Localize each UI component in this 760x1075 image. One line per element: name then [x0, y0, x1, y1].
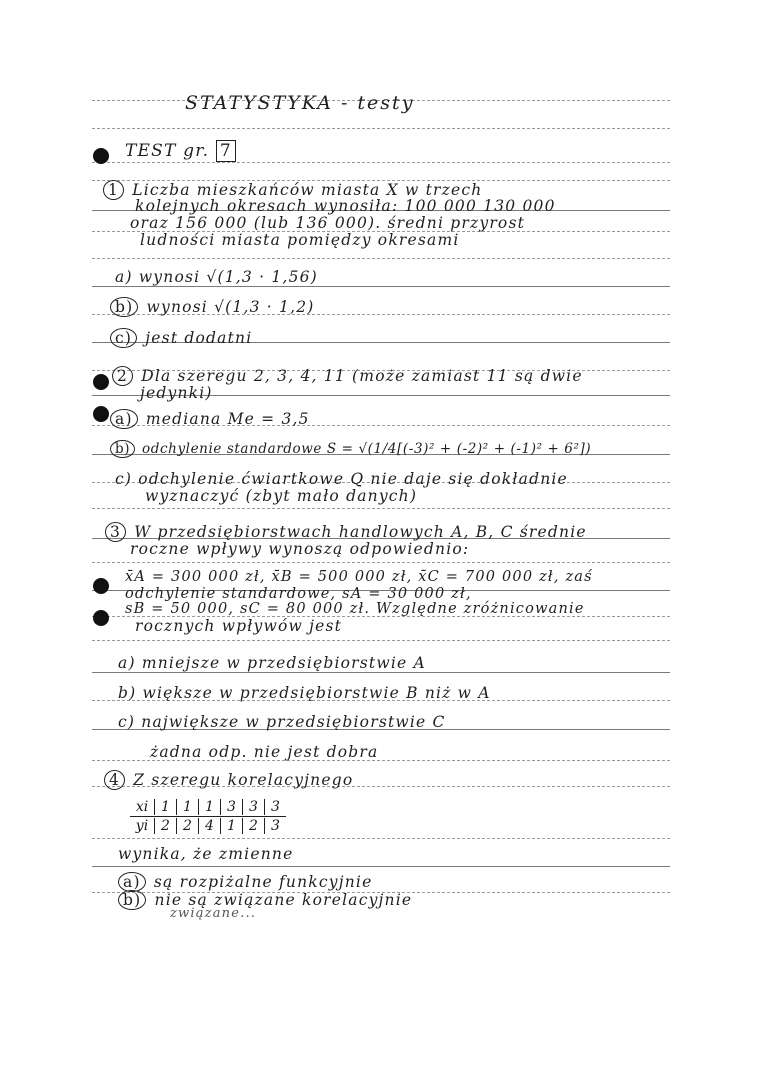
row-label-y: yi: [135, 818, 149, 834]
question-3-option-d: żadna odp. nie jest dobra: [150, 743, 379, 761]
question-3-line-4: odchylenie standardowe, sA = 30 000 zł,: [125, 586, 472, 602]
question-2-option-a: a) mediana Me = 3,5: [110, 409, 310, 429]
test-prefix: TEST gr.: [125, 141, 210, 161]
question-1-line-1: 1 Liczba mieszkańców miasta X w trzech: [103, 180, 482, 200]
question-2-option-b: b) odchylenie standardowe S = √(1/4[(-3)² + (-2)² + (-1)² + 6²]): [110, 440, 591, 458]
question-3-option-c: c) największe w przedsiębiorstwie C: [118, 713, 446, 731]
punch-hole: [93, 578, 109, 594]
table-cell: 1: [198, 799, 220, 815]
question-1-line-2: kolejnych okresach wynosiła: 100 000 130 000: [135, 197, 556, 215]
ruled-line: [92, 258, 670, 259]
question-1-number: 1: [103, 180, 124, 200]
row-label-x: xi: [135, 799, 149, 815]
question-2-number: 2: [112, 366, 133, 386]
ruled-line: [92, 286, 670, 287]
ruled-line: [92, 162, 670, 163]
question-1-option-a: a) wynosi √(1,3 · 1,56): [115, 268, 318, 286]
question-1-line-3: oraz 156 000 (lub 136 000). średni przyrost: [130, 214, 526, 232]
ruled-line: [92, 128, 670, 129]
page-title: STATYSTYKA - testy: [185, 92, 415, 114]
question-3-line-5: sB = 50 000, sC = 80 000 zł. Względne zróżnicowanie: [125, 601, 585, 617]
question-2-line-1: 2 Dla szeregu 2, 3, 4, 11 (może zamiast 11 są dwie: [112, 366, 583, 386]
question-2-option-c: c) odchylenie ćwiartkowe Q nie daje się dokładnie: [115, 470, 568, 488]
ruled-line: [92, 866, 670, 867]
correlation-table: [130, 798, 286, 835]
question-3-line-3: x̄A = 300 000 zł, x̄B = 500 000 zł, x̄C = 700 000 zł, zaś: [125, 569, 593, 585]
question-4-option-a: a) są rozpiżalne funkcyjnie: [118, 872, 372, 892]
question-3-number: 3: [105, 522, 126, 542]
table-cell: 3: [242, 799, 264, 815]
punch-hole: [93, 148, 109, 164]
table-row-y: [130, 817, 286, 835]
ruled-line: [92, 838, 670, 839]
question-1-option-c: c) jest dodatni: [110, 328, 252, 348]
question-3-line-6: rocznych wpływów jest: [135, 617, 343, 635]
question-3-line-2: roczne wpływy wynoszą odpowiednio:: [130, 540, 470, 558]
question-4-option-c-partial: związane...: [170, 906, 257, 921]
table-cell: 3: [264, 799, 286, 815]
table-cell: 3: [220, 799, 242, 815]
question-3-option-b: b) większe w przedsiębiorstwie B niż w A: [118, 684, 491, 702]
question-3-option-a: a) mniejsze w przedsiębiorstwie A: [118, 654, 426, 672]
table-cell: 2: [242, 818, 264, 834]
table-cell: 1: [220, 818, 242, 834]
table-cell: 3: [264, 818, 286, 834]
question-4-number: 4: [104, 770, 125, 790]
table-row-x: [130, 798, 286, 817]
test-label: [125, 140, 236, 162]
ruled-line: [92, 562, 670, 563]
ruled-line: [92, 672, 670, 673]
test-number: 7: [216, 140, 236, 162]
question-2-option-c-cont: wyznaczyć (zbyt mało danych): [145, 487, 418, 505]
question-4-option-b: b) nie są związane korelacyjnie: [118, 890, 412, 910]
punch-hole: [93, 406, 109, 422]
ruled-line: [92, 508, 670, 509]
question-1-option-b: b) wynosi √(1,3 · 1,2): [110, 297, 315, 317]
table-cell: 2: [154, 818, 176, 834]
question-2-line-2: jedynki): [140, 384, 213, 402]
punch-hole: [93, 374, 109, 390]
table-cell: 2: [176, 818, 198, 834]
question-4-line-1: 4 Z szeregu korelacyjnego: [104, 770, 353, 790]
table-cell: 1: [154, 799, 176, 815]
table-cell: 4: [198, 818, 220, 834]
punch-hole: [93, 610, 109, 626]
question-1-line-4: ludności miasta pomiędzy okresami: [140, 231, 460, 249]
question-4-conclusion: wynika, że zmienne: [118, 845, 294, 863]
question-3-line-1: 3 W przedsiębiorstwach handlowych A, B, C średnie: [105, 522, 587, 542]
ruled-line: [92, 640, 670, 641]
table-cell: 1: [176, 799, 198, 815]
